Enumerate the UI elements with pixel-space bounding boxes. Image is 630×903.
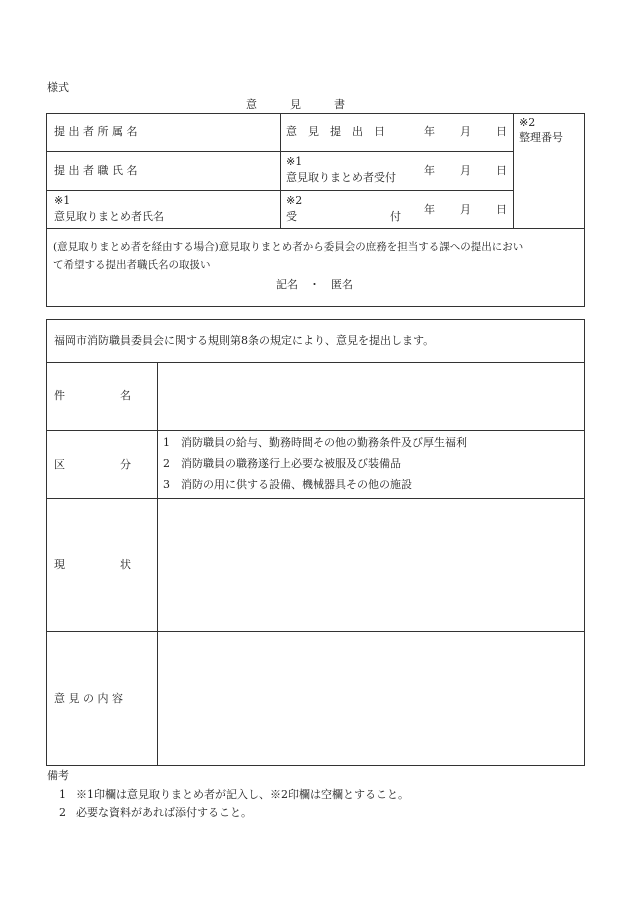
main-row-divider-1 [46, 362, 585, 363]
main-row-divider-3 [46, 498, 585, 499]
category-item-2-num: 2 [163, 457, 170, 470]
status-field[interactable] [160, 502, 580, 627]
main-row-divider-4 [46, 631, 585, 632]
receipt-mark: ※2 [286, 194, 303, 207]
subject-label: 件 名 [54, 389, 131, 402]
main-col-divider [157, 362, 158, 766]
subject-field[interactable] [160, 366, 580, 426]
category-label: 区 分 [54, 458, 131, 471]
note-2-num: 2 [59, 806, 66, 819]
intro-text: 福岡市消防職員委員会に関する規則第8条の規定により、意見を提出します。 [54, 334, 435, 347]
coordinator-received-mark: ※1 [286, 155, 303, 168]
opinion-label: 意 見 の 内 容 [54, 692, 123, 705]
category-item-1-text: 消防職員の給与、勤務時間その他の勤務条件及び厚生福利 [181, 436, 467, 449]
ref-number-col-divider [513, 113, 514, 228]
submit-date-day: 日 [496, 125, 507, 138]
receipt-label-1: 受 [286, 210, 297, 223]
category-item-2-text: 消防職員の職務遂行上必要な被服及び装備品 [181, 457, 401, 470]
opinion-field[interactable] [160, 635, 580, 762]
note-1-num: 1 [59, 788, 66, 801]
submitter-name-label: 提 出 者 職 氏 名 [54, 164, 138, 177]
note-2-text: 必要な資料があれば添付すること。 [76, 806, 252, 819]
receipt-date-day: 日 [496, 203, 507, 216]
coordinator-name-mark: ※1 [54, 194, 71, 207]
coordinator-name-label: 意見取りまとめ者氏名 [54, 210, 164, 223]
anonymity-choice: 記名 ・ 匿名 [276, 278, 353, 291]
coordinator-received-label: 意見取りまとめ者受付 [286, 171, 396, 184]
header-col-divider [280, 113, 281, 228]
receipt-date-month: 月 [460, 203, 471, 216]
receipt-date-year: 年 [424, 203, 435, 216]
received-date-day: 日 [496, 164, 507, 177]
category-item-3-text: 消防の用に供する設備、機械器具その他の施設 [181, 478, 412, 491]
anonymity-text-line2: て希望する提出者職氏名の取扱い [53, 259, 211, 271]
category-item-3-num: 3 [163, 478, 170, 491]
anonymity-text-line1: (意見取りまとめ者を経由する場合)意見取りまとめ者から委員会の庶務を担当する課への提出におい [53, 241, 524, 253]
submitter-dept-label: 提 出 者 所 属 名 [54, 125, 138, 138]
category-item-1-num: 1 [163, 436, 170, 449]
main-row-divider-2 [46, 430, 585, 431]
note-1-text: ※1印欄は意見取りまとめ者が記入し、※2印欄は空欄とすること。 [76, 788, 409, 801]
form-label: 様式 [47, 81, 69, 94]
ref-number-label: 整理番号 [519, 131, 563, 144]
submit-date-label: 意 見 提 出 日 [286, 125, 385, 138]
status-label: 現 状 [54, 558, 131, 571]
submit-date-year: 年 [424, 125, 435, 138]
receipt-label-2: 付 [390, 210, 401, 223]
page-title: 意 見 書 [246, 98, 345, 111]
received-date-month: 月 [460, 164, 471, 177]
submit-date-month: 月 [460, 125, 471, 138]
notes-title: 備考 [47, 769, 69, 782]
received-date-year: 年 [424, 164, 435, 177]
ref-number-mark: ※2 [519, 116, 536, 129]
header-row-divider-3 [46, 228, 585, 229]
